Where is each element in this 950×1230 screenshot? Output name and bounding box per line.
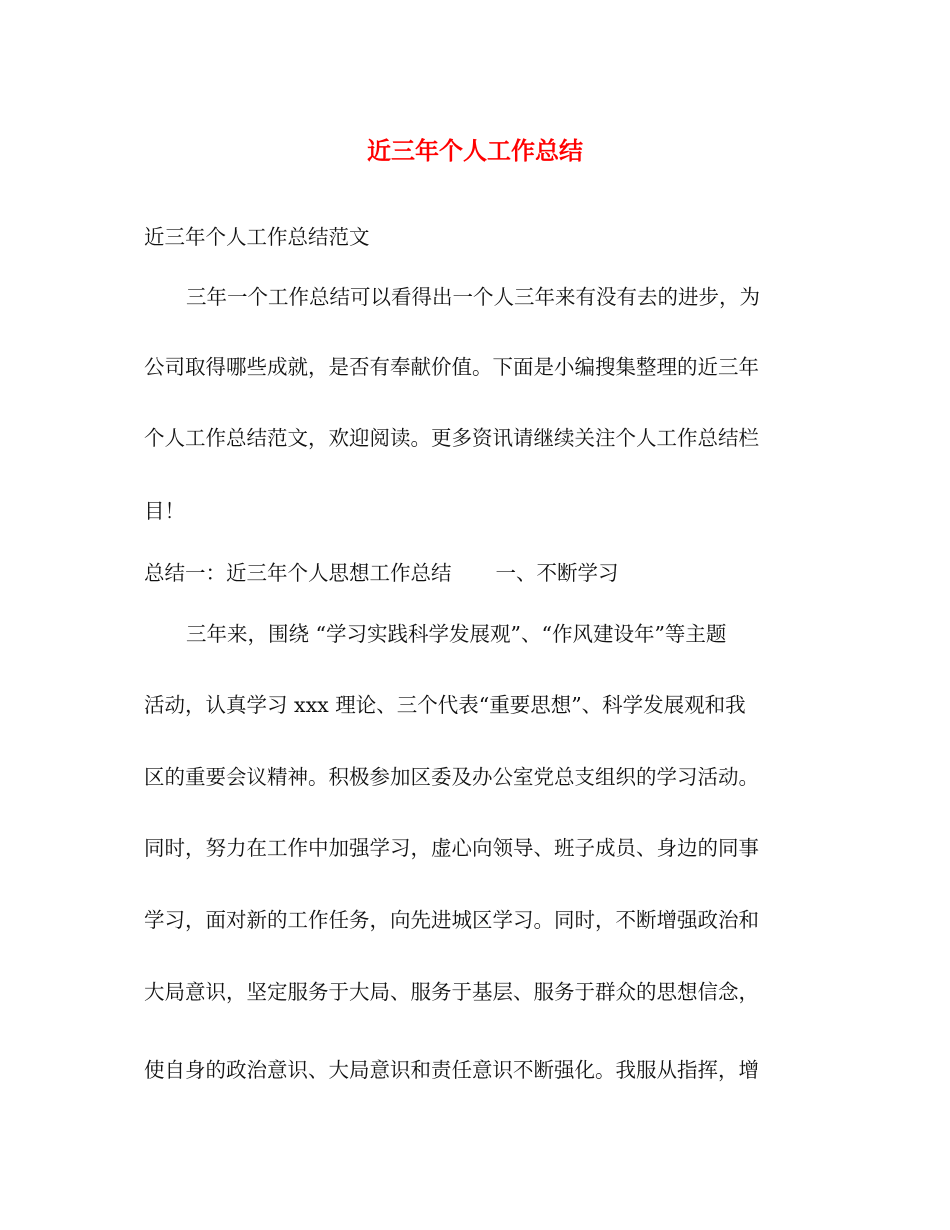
document-title: 近三年个人工作总结 — [367, 136, 583, 165]
intro-line: 公司取得哪些成就，是否有奉献价值。下面是小编搜集整理的近三年 — [144, 355, 759, 379]
document-subtitle: 近三年个人工作总结范文 — [144, 225, 370, 249]
body-line: 三年来，围绕 “学习实践科学发展观”、“作风建设年”等主题 — [186, 622, 727, 646]
body-line: 学习，面对新的工作任务，向先进城区学习。同时，不断增强政治和 — [144, 908, 759, 932]
body-line: 使自身的政治意识、大局意识和责任意识不断强化。我服从指挥，增 — [144, 1058, 759, 1082]
intro-line: 目！ — [144, 499, 185, 523]
body-line: 活动，认真学习 xxx 理论、三个代表“重要思想”、科学发展观和我 — [144, 693, 746, 717]
section-heading-row — [144, 558, 824, 588]
section-subheading: 一、不断学习 — [495, 561, 619, 585]
body-line: 大局意识，坚定服务于大局、服务于基层、服务于群众的思想信念， — [144, 980, 759, 1004]
body-line: 同时，努力在工作中加强学习，虚心向领导、班子成员、身边的同事 — [144, 836, 759, 860]
intro-line: 三年一个工作总结可以看得出一个人三年来有没有去的进步，为 — [186, 285, 760, 309]
intro-line: 个人工作总结范文，欢迎阅读。更多资讯请继续关注个人工作总结栏 — [144, 426, 759, 450]
section-heading: 总结一：近三年个人思想工作总结 — [144, 561, 452, 585]
body-line: 区的重要会议精神。积极参加区委及办公室党总支组织的学习活动。 — [144, 765, 759, 789]
